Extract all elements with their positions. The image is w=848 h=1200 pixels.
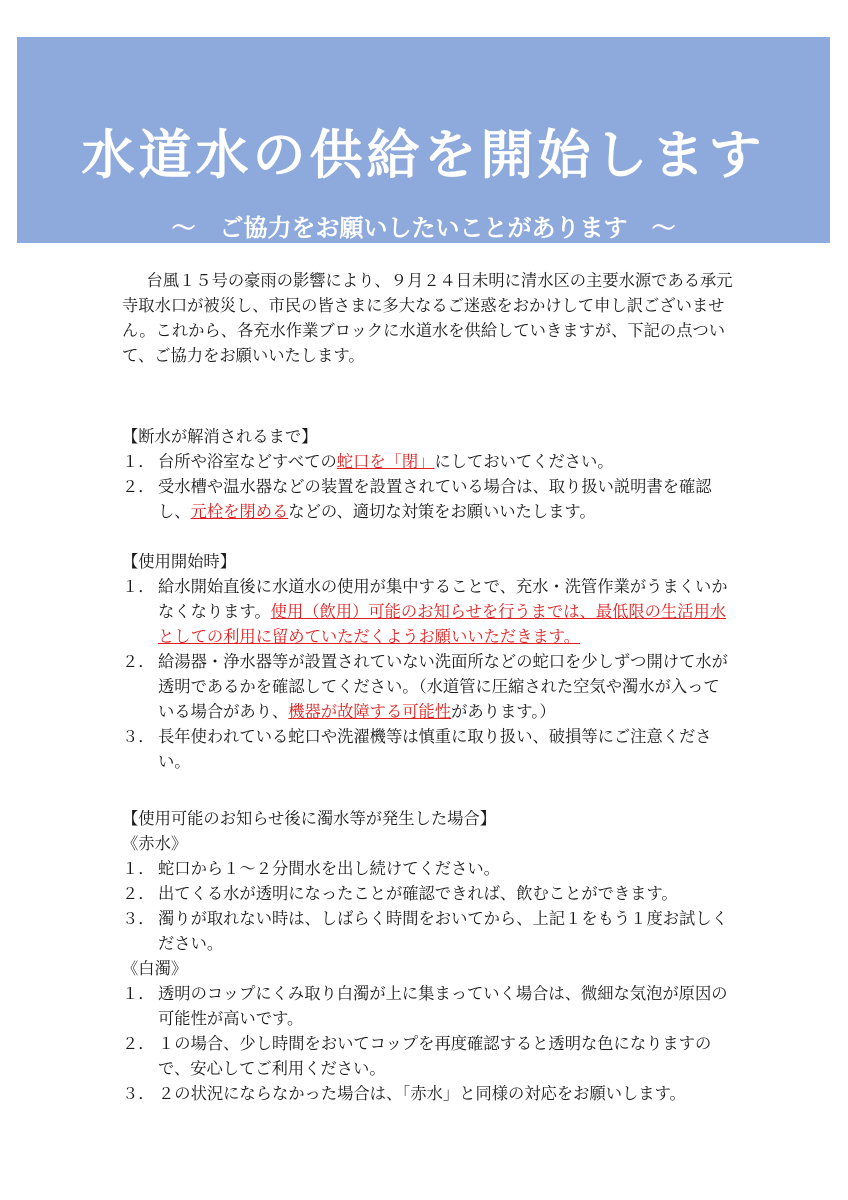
item-text: ２の状況にならなかった場合は、「赤水」と同様の対応をお願いします。 [158, 1084, 686, 1103]
item-text-part: 給水開始直後に水道水の使用が集中することで、充水・洗管作業がうまくいかなくなります。 [158, 577, 728, 621]
item-text-part: があります。） [451, 702, 556, 721]
list-item [122, 856, 734, 881]
highlight-text: 蛇口を「閉」 [336, 452, 435, 471]
item-text-part: にしておいてください。 [434, 452, 614, 471]
list-item [122, 649, 734, 724]
item-number: ２． [122, 477, 155, 496]
item-number: ３． [122, 727, 155, 746]
item-text: 透明のコップにくみ取り白濁が上に集まっていく場合は、微細な気泡が原因の可能性が高いです。 [158, 984, 728, 1028]
list-item [122, 724, 734, 774]
item-number: ２． [122, 652, 155, 671]
instruction-list [122, 449, 734, 524]
item-text [158, 474, 734, 524]
list-item [122, 881, 734, 906]
instruction-list [122, 574, 734, 774]
item-number: １． [122, 984, 155, 1003]
item-number: １． [122, 452, 155, 471]
item-number: １． [122, 859, 155, 878]
page-subtitle: ～ ご協力をお願いしたいことがあります ～ [171, 214, 676, 242]
highlight-text: 元栓を閉める [190, 502, 289, 521]
notice-body [122, 268, 734, 1106]
item-text [158, 449, 734, 474]
item-text-part: 給湯器・浄水器等が設置されていない洗面所などの蛇口を少しずつ開けて水が透明であるかを確認してください。（水道管に圧縮された空気や濁水が入っている場合があり、 [158, 652, 728, 721]
list-item [122, 574, 734, 649]
list-item [122, 449, 734, 474]
section-until-restored [122, 424, 734, 524]
subsection-label-red-water: 《赤水》 [122, 834, 188, 853]
item-text [158, 574, 734, 649]
item-number: ３． [122, 1084, 155, 1103]
highlight-text: 機器が故障する可能性 [288, 702, 452, 721]
item-text: 蛇口から１～２分間水を出し続けてください。 [158, 859, 500, 878]
instruction-list [122, 981, 734, 1106]
intro-paragraph: 台風１５号の豪雨の影響により、９月２４日未明に清水区の主要水源である承元寺取水口が被災し、市民の皆さまに多大なるご迷惑をおかけして申し訳ございません。これから、各充水作業ブロックに水道水を供給していきますが、下記の点ついて、ご協力をお願いいたします。 [122, 271, 733, 365]
section-title: 【使用可能のお知らせ後に濁水等が発生した場合】 [122, 809, 496, 828]
item-text-part: 受水槽や温水器などの装置を設置されている場合は、取り扱い説明書を確認し、 [158, 477, 712, 521]
item-text: 長年使われている蛇口や洗濯機等は慎重に取り扱い、破損等にご注意ください。 [158, 727, 712, 771]
item-number: ２． [122, 1034, 155, 1053]
item-text: 濁りが取れない時は、しばらく時間をおいてから、上記１をもう１度お試しください。 [158, 909, 728, 953]
item-text-part: 台所や浴室などすべての [158, 452, 337, 471]
item-number: １． [122, 577, 155, 596]
item-text [158, 649, 734, 724]
item-number: ３． [122, 909, 155, 928]
item-text: 出てくる水が透明になったことが確認できれば、飲むことができます。 [158, 884, 678, 903]
section-title: 【断水が解消されるまで】 [122, 427, 318, 446]
page-title: 水道水の供給を開始します [81, 125, 766, 186]
list-item [122, 981, 734, 1031]
list-item [122, 1081, 734, 1106]
list-item [122, 1031, 734, 1081]
item-number: ２． [122, 884, 155, 903]
list-item [122, 474, 734, 524]
list-item [122, 906, 734, 956]
title-banner [17, 37, 830, 243]
subsection-label-white-turbidity: 《白濁》 [122, 959, 188, 978]
section-start-of-use [122, 549, 734, 774]
section-title: 【使用開始時】 [122, 552, 236, 571]
section-after-notice [122, 806, 734, 1106]
instruction-list [122, 856, 734, 956]
highlight-text: 使用（飲用）可能のお知らせを行うまでは、最低限の生活用水としての利用に留めていただくようお願いいただきます。 [158, 602, 727, 646]
item-text: １の場合、少し時間をおいてコップを再度確認すると透明な色になりますので、安心してご利用ください。 [158, 1034, 712, 1078]
item-text-part: などの、適切な対策をお願いいたします。 [288, 502, 596, 521]
